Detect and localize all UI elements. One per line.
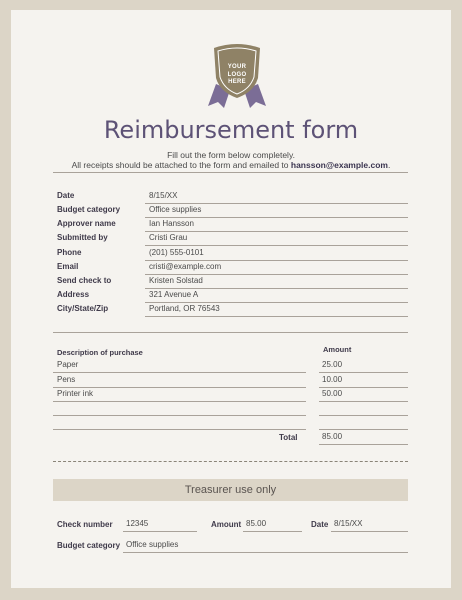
section-divider [53,332,408,333]
treasurer-section-heading: Treasurer use only [53,479,408,501]
cut-line [53,461,408,462]
address-field[interactable]: 321 Avenue A [145,290,408,303]
description-column-header: Description of purchase [57,348,143,357]
form-title: Reimbursement form [103,116,359,144]
info-row-approver-name [57,219,408,233]
info-label: Approver name [57,219,116,228]
purchase-description-field[interactable] [53,403,306,416]
instructions-text: All receipts should be attached to the form and emailed to [71,160,291,170]
city-state-zip-field[interactable]: Portland, OR 76543 [145,304,408,317]
email-field[interactable]: cristi@example.com [145,262,408,275]
budget-category-field[interactable]: Office supplies [145,205,408,218]
logo [208,42,266,110]
form-page [11,10,451,588]
logo-text [214,64,260,87]
info-label: City/State/Zip [57,304,109,313]
info-label: Submitted by [57,233,108,242]
purchase-amount-field[interactable]: 50.00 [319,389,408,402]
logo-text-line: LOGO [227,71,247,78]
info-row-date [57,191,408,205]
amount-column-header: Amount [323,345,352,354]
info-label: Date [57,191,75,200]
purchase-amount-field[interactable] [319,403,408,416]
instructions-line-2 [11,160,451,170]
purchase-amount-field[interactable]: 25.00 [319,360,408,373]
treasurer-budget-category-label: Budget category [57,541,121,550]
info-row-address [57,290,408,304]
logo-text-line: HERE [228,79,246,85]
treasurer-budget-category-field[interactable]: Office supplies [123,540,408,553]
info-row-city-state-zip [57,304,408,318]
purchase-amount-field[interactable]: 10.00 [319,375,408,388]
logo-text-line: YOUR [227,64,247,70]
treasurer-amount-field[interactable]: 85.00 [243,519,302,532]
info-row-phone [57,248,408,262]
instructions-line-1: Fill out the form below completely. [167,150,295,160]
submitted-by-field[interactable]: Cristi Grau [145,233,408,246]
total-amount-field[interactable]: 85.00 [319,432,408,445]
info-row-budget-category [57,205,408,219]
purchase-description-field[interactable]: Printer ink [53,389,306,402]
info-label: Budget category [57,205,121,214]
treasurer-date-field[interactable]: 8/15/XX [331,519,408,532]
check-number-field[interactable]: 12345 [123,519,197,532]
info-label: Send check to [57,276,112,285]
send-check-to-field[interactable]: Kristen Solstad [145,276,408,289]
total-label: Total [279,433,298,442]
contact-email[interactable]: hansson@example.com [290,160,388,170]
purchase-description-field[interactable]: Paper [53,360,306,373]
date-field[interactable]: 8/15/XX [145,191,408,204]
treasurer-date-label: Date [311,520,329,529]
info-row-email [57,262,408,276]
check-number-label: Check number [57,520,113,529]
treasurer-amount-label: Amount [211,520,242,529]
info-label: Email [57,262,79,271]
info-row-submitted-by [57,233,408,247]
purchase-description-field[interactable]: Pens [53,375,306,388]
purchase-description-field[interactable] [53,417,306,430]
info-label: Phone [57,248,82,257]
approver-name-field[interactable]: Ian Hansson [145,219,408,232]
phone-field[interactable]: (201) 555-0101 [145,248,408,261]
instructions-punctuation: . [387,160,391,170]
section-divider [53,172,408,173]
info-row-send-check-to [57,276,408,290]
form-instructions [11,150,451,170]
purchase-amount-field[interactable] [319,417,408,430]
info-label: Address [57,290,90,299]
